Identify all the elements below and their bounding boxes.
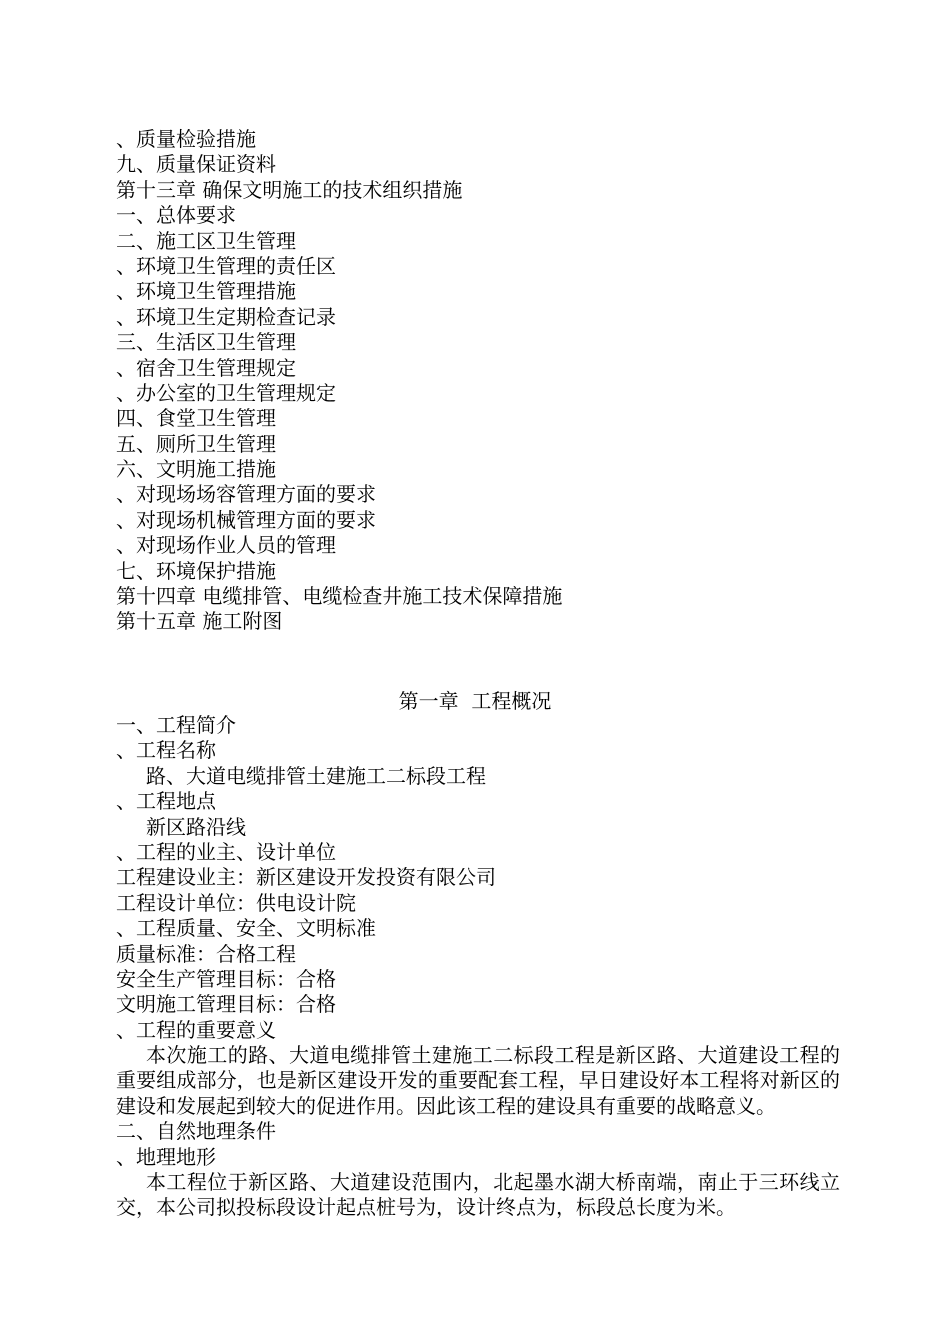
toc-item: 、质量检验措施 (116, 127, 256, 151)
subsection-heading: 、工程名称 (116, 738, 216, 763)
subsection-heading: 、地理地形 (116, 1144, 216, 1169)
quality-standard-text: 质量标准：合格工程 (116, 941, 296, 966)
significance-paragraph: 本次施工的路、大道电缆排管土建施工二标段工程是新区路、大道建设工程的重要组成部分，也是新区建设开发的重要配套工程，早日建设好本工程将对新区的建设和发展起到较大的促进作用。因此该工程的建设具有重要的战略意义。 (116, 1043, 840, 1118)
toc-item: 七、环境保护措施 (116, 558, 276, 583)
subsection-heading: 、工程地点 (116, 789, 216, 814)
toc-item: 二、施工区卫生管理 (116, 228, 296, 253)
toc-item: 九、质量保证资料 (116, 152, 276, 177)
toc-item: 、对现场作业人员的管理 (116, 533, 336, 558)
toc-item: 六、文明施工措施 (116, 457, 276, 482)
toc-item: 、环境卫生定期检查记录 (116, 304, 336, 329)
toc-item: 、对现场场容管理方面的要求 (116, 482, 376, 507)
chapter-title: 第一章 工程概况 (398, 689, 552, 713)
table-of-contents (116, 127, 846, 635)
toc-item: 、环境卫生管理的责任区 (116, 253, 336, 278)
subsection-heading: 、工程质量、安全、文明标准 (116, 916, 376, 941)
civil-target-text: 文明施工管理目标：合格 (116, 992, 336, 1017)
safety-target-text: 安全生产管理目标：合格 (116, 966, 336, 991)
subsection-heading: 、工程的业主、设计单位 (116, 839, 336, 864)
toc-item: 、对现场机械管理方面的要求 (116, 507, 376, 532)
toc-item: 一、总体要求 (116, 203, 236, 228)
toc-item: 、环境卫生管理措施 (116, 279, 296, 304)
section-heading: 一、工程简介 (116, 713, 236, 737)
terrain-paragraph: 本工程位于新区路、大道建设范围内，北起墨水湖大桥南端，南止于三环线立交，本公司拟投标段设计起点桩号为，设计终点为，标段总长度为米。 (116, 1170, 840, 1220)
owner-text: 工程建设业主：新区建设开发投资有限公司 (116, 865, 496, 890)
toc-item: 三、生活区卫生管理 (116, 330, 296, 355)
toc-item: 第十五章 施工附图 (116, 609, 283, 634)
toc-item: 、办公室的卫生管理规定 (116, 380, 336, 405)
subsection-heading: 、工程的重要意义 (116, 1017, 276, 1042)
project-name-text: 路、大道电缆排管土建施工二标段工程 (146, 763, 486, 788)
toc-item: 四、食堂卫生管理 (116, 406, 276, 431)
toc-item: 第十三章 确保文明施工的技术组织措施 (116, 177, 463, 202)
toc-item: 、宿舍卫生管理规定 (116, 355, 296, 380)
toc-item: 五、厕所卫生管理 (116, 431, 276, 456)
toc-item: 第十四章 电缆排管、电缆检查井施工技术保障措施 (116, 584, 563, 609)
section-heading: 二、自然地理条件 (116, 1119, 276, 1144)
project-location-text: 新区路沿线 (146, 814, 246, 839)
designer-text: 工程设计单位：供电设计院 (116, 890, 356, 915)
chapter-body (116, 713, 846, 1221)
